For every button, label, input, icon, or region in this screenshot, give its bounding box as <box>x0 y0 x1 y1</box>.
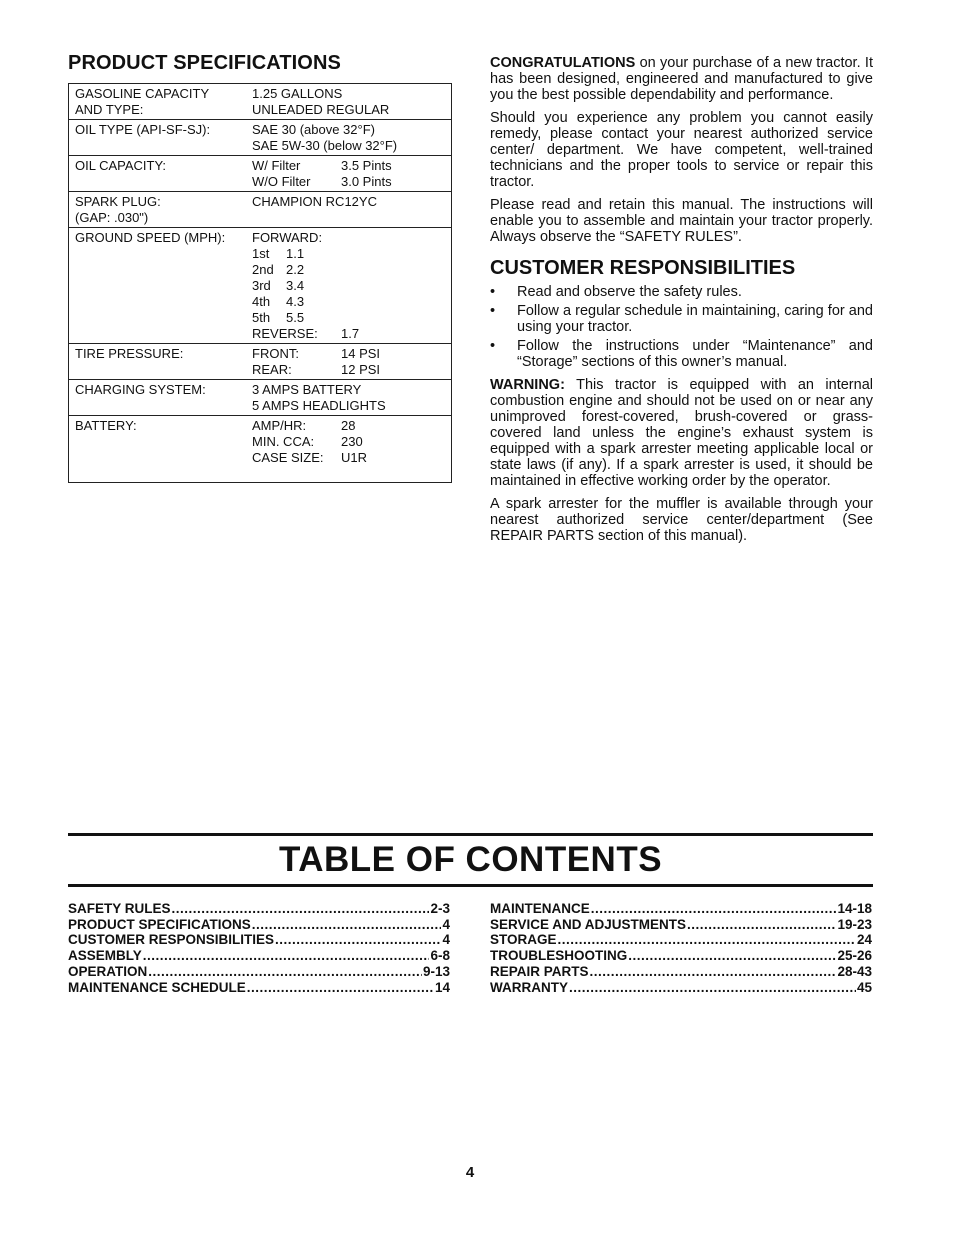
toc-entry-title: SERVICE AND ADJUSTMENTS <box>490 916 687 932</box>
toc-entry[interactable] <box>490 948 872 964</box>
spec-value: 1.7 <box>341 326 360 341</box>
spec-key: W/O Filter <box>252 174 311 189</box>
spec-key: REVERSE: <box>252 326 318 341</box>
toc-dot-leader <box>687 917 836 933</box>
gear-speed: 2.2 <box>286 262 305 277</box>
toc-dot-leader <box>590 964 837 980</box>
intro-section <box>490 55 873 551</box>
toc-entry-title: TROUBLESHOOTING <box>490 948 628 964</box>
spec-label: OIL CAPACITY: <box>75 158 167 173</box>
spec-row-oil-capacity <box>69 156 451 192</box>
spec-label: BATTERY: <box>75 418 137 433</box>
toc-dot-leader <box>569 980 856 996</box>
toc-dot-leader <box>591 901 837 917</box>
bullet-icon: • <box>490 284 496 300</box>
toc-dot-leader <box>275 932 441 948</box>
gear-label: 3rd <box>252 278 271 293</box>
spec-value: 5 AMPS HEADLIGHTS <box>252 398 386 413</box>
gear-speed-row <box>252 310 451 326</box>
bullet-icon: • <box>490 338 496 354</box>
toc-entry[interactable] <box>68 917 450 933</box>
responsibilities-list <box>490 284 873 370</box>
spec-value: SAE 30 (above 32°F) <box>252 122 375 137</box>
spec-value: CHAMPION RC12YC <box>252 194 377 209</box>
gear-label: 4th <box>252 294 271 309</box>
spec-row-spark-plug <box>69 192 451 228</box>
spec-value: FORWARD: <box>252 230 323 245</box>
spec-value: 12 PSI <box>341 362 381 377</box>
toc-dot-leader <box>247 980 434 996</box>
gear-speed: 1.1 <box>286 246 305 261</box>
spec-label: (GAP: .030") <box>75 210 149 225</box>
toc-dot-leader <box>628 948 836 964</box>
toc-entry-title: WARRANTY <box>490 979 568 995</box>
spec-row-tire-pressure <box>69 344 451 380</box>
toc-entry-page: 25-26 <box>837 948 872 964</box>
problem-paragraph: Should you experience any problem you cannot easily remedy, please contact your nearest authorized service center/ department. We have competent, well-trained technicians and the proper tools to service or repair this tractor. <box>490 110 873 190</box>
spec-key: CASE SIZE: <box>252 450 324 465</box>
toc-entry-title: STORAGE <box>490 932 557 948</box>
toc-entry[interactable] <box>68 964 450 980</box>
warning-paragraph <box>490 377 873 489</box>
toc-dot-leader <box>143 948 430 964</box>
spec-value: 28 <box>341 418 356 433</box>
gear-speed-row <box>252 262 451 278</box>
product-specifications-section <box>68 52 450 483</box>
spec-row-gasoline <box>69 84 451 120</box>
spec-value: 14 PSI <box>341 346 381 361</box>
toc-entry-page: 4 <box>442 932 450 948</box>
toc-entry[interactable] <box>68 948 450 964</box>
toc-entry-page: 14-18 <box>837 901 872 916</box>
toc-entry-title: MAINTENANCE <box>490 901 590 916</box>
spec-value: UNLEADED REGULAR <box>252 102 390 117</box>
toc-entry-page: 4 <box>442 916 450 932</box>
toc-entry-title: CUSTOMER RESPONSIBILITIES <box>68 932 275 948</box>
gear-speed: 4.3 <box>286 294 305 309</box>
toc-entry-title: ASSEMBLY <box>68 948 142 964</box>
list-item: • Read and observe the safety rules. <box>490 284 742 300</box>
toc-entry-page: 6-8 <box>430 948 450 964</box>
toc-entry[interactable] <box>490 964 872 980</box>
toc-entry[interactable] <box>490 917 872 933</box>
toc-dot-leader <box>252 917 442 933</box>
spec-row-battery <box>69 416 451 482</box>
toc-right-column <box>490 901 872 995</box>
toc-entry-title: PRODUCT SPECIFICATIONS <box>68 916 251 932</box>
gear-speed-row <box>252 278 451 294</box>
toc-entry-page: 14 <box>434 979 450 995</box>
page-number: 4 <box>465 1164 475 1181</box>
congratulations-lead: CONGRATULATIONS <box>490 55 636 71</box>
toc-entry-page: 19-23 <box>837 916 872 932</box>
spec-label: OIL TYPE (API-SF-SJ): <box>75 122 211 137</box>
toc-entry-title: OPERATION <box>68 963 148 979</box>
spec-key: AMP/HR: <box>252 418 307 433</box>
toc-entry[interactable] <box>68 932 450 948</box>
warning-text: This tractor is equipped with an internal combustion engine and should not be used on or near any unimproved forest-covered, brush-covered or grass-covered land unless the engine’s exhaust system is equipped with a spark arrester meeting applicable local or state laws (if any). If a spark arrester is used, it should be maintained in effective working order by the operator. <box>490 377 873 489</box>
spark-arrester-paragraph: A spark arrester for the muffler is available through your nearest authorized service center/department (See REPAIR PARTS section of this manual). <box>490 496 873 544</box>
bullet-icon: • <box>490 303 496 319</box>
toc-entry[interactable] <box>490 980 872 996</box>
toc-entry-title: REPAIR PARTS <box>490 963 589 979</box>
spec-value: 3.0 Pints <box>341 174 392 189</box>
toc-left-column <box>68 901 450 995</box>
spec-value: U1R <box>341 450 368 465</box>
product-specifications-title: PRODUCT SPECIFICATIONS <box>68 52 341 74</box>
spec-value: 3.5 Pints <box>341 158 392 173</box>
spec-label: GROUND SPEED (MPH): <box>75 230 226 245</box>
congratulations-text: on your purchase of a new tractor. It has been designed, engineered and manufactured to give you the best possible dependability and performance. <box>490 55 873 103</box>
spec-value: 1.25 GALLONS <box>252 86 343 101</box>
toc-title: TABLE OF CONTENTS <box>278 840 663 879</box>
toc-top-rule <box>68 833 873 836</box>
toc-dot-leader <box>558 932 856 948</box>
spec-value: 3 AMPS BATTERY <box>252 382 362 397</box>
customer-responsibilities-title: CUSTOMER RESPONSIBILITIES <box>490 257 796 279</box>
list-item: • Follow a regular schedule in maintaining, caring for and using your tractor. <box>490 303 873 335</box>
toc-entry-page: 2-3 <box>430 901 450 916</box>
gear-label: 1st <box>252 246 270 261</box>
spec-key: MIN. CCA: <box>252 434 315 449</box>
spec-row-ground-speed <box>69 228 451 344</box>
toc-bottom-rule <box>68 884 873 887</box>
toc-entry-title: MAINTENANCE SCHEDULE <box>68 979 246 995</box>
gear-speed: 3.4 <box>286 278 305 293</box>
spec-value: 230 <box>341 434 363 449</box>
spec-key: W/ Filter <box>252 158 301 173</box>
spec-key: FRONT: <box>252 346 299 361</box>
gear-speed-row <box>252 246 451 262</box>
gear-speed: 5.5 <box>286 310 305 325</box>
warning-lead: WARNING: <box>490 377 565 393</box>
spec-label: CHARGING SYSTEM: <box>75 382 206 397</box>
toc-entry-title: SAFETY RULES <box>68 901 171 916</box>
toc-entry-page: 28-43 <box>837 963 872 979</box>
toc-entry[interactable] <box>68 901 450 917</box>
spec-label: TIRE PRESSURE: <box>75 346 184 361</box>
toc-entry-page: 45 <box>856 979 872 995</box>
toc-entry-page: 9-13 <box>422 963 450 979</box>
specifications-table <box>68 83 452 483</box>
retain-manual-paragraph: Please read and retain this manual. The instructions will enable you to assemble and maintain your tractor properly. Always observe the “SAFETY RULES”. <box>490 197 873 245</box>
spec-value: SAE 5W-30 (below 32°F) <box>252 138 398 153</box>
toc-entry[interactable] <box>490 901 872 917</box>
gear-label: 5th <box>252 310 271 325</box>
gear-speed-row <box>252 294 451 310</box>
gear-list <box>252 246 451 326</box>
spec-row-charging <box>69 380 451 416</box>
toc-dot-leader <box>148 964 422 980</box>
spec-label: AND TYPE: <box>75 102 144 117</box>
spec-row-oil-type <box>69 120 451 156</box>
spec-label: GASOLINE CAPACITY <box>75 86 210 101</box>
spec-key: REAR: <box>252 362 292 377</box>
gear-label: 2nd <box>252 262 274 277</box>
spec-label: SPARK PLUG: <box>75 194 161 209</box>
toc-entry[interactable] <box>490 932 872 948</box>
toc-dot-leader <box>172 901 430 917</box>
list-item: • Follow the instructions under “Maintenance” and “Storage” sections of this owner’s manual. <box>490 338 873 370</box>
toc-entry-page: 24 <box>856 932 872 948</box>
toc-entry[interactable] <box>68 980 450 996</box>
congratulations-paragraph <box>490 55 873 103</box>
